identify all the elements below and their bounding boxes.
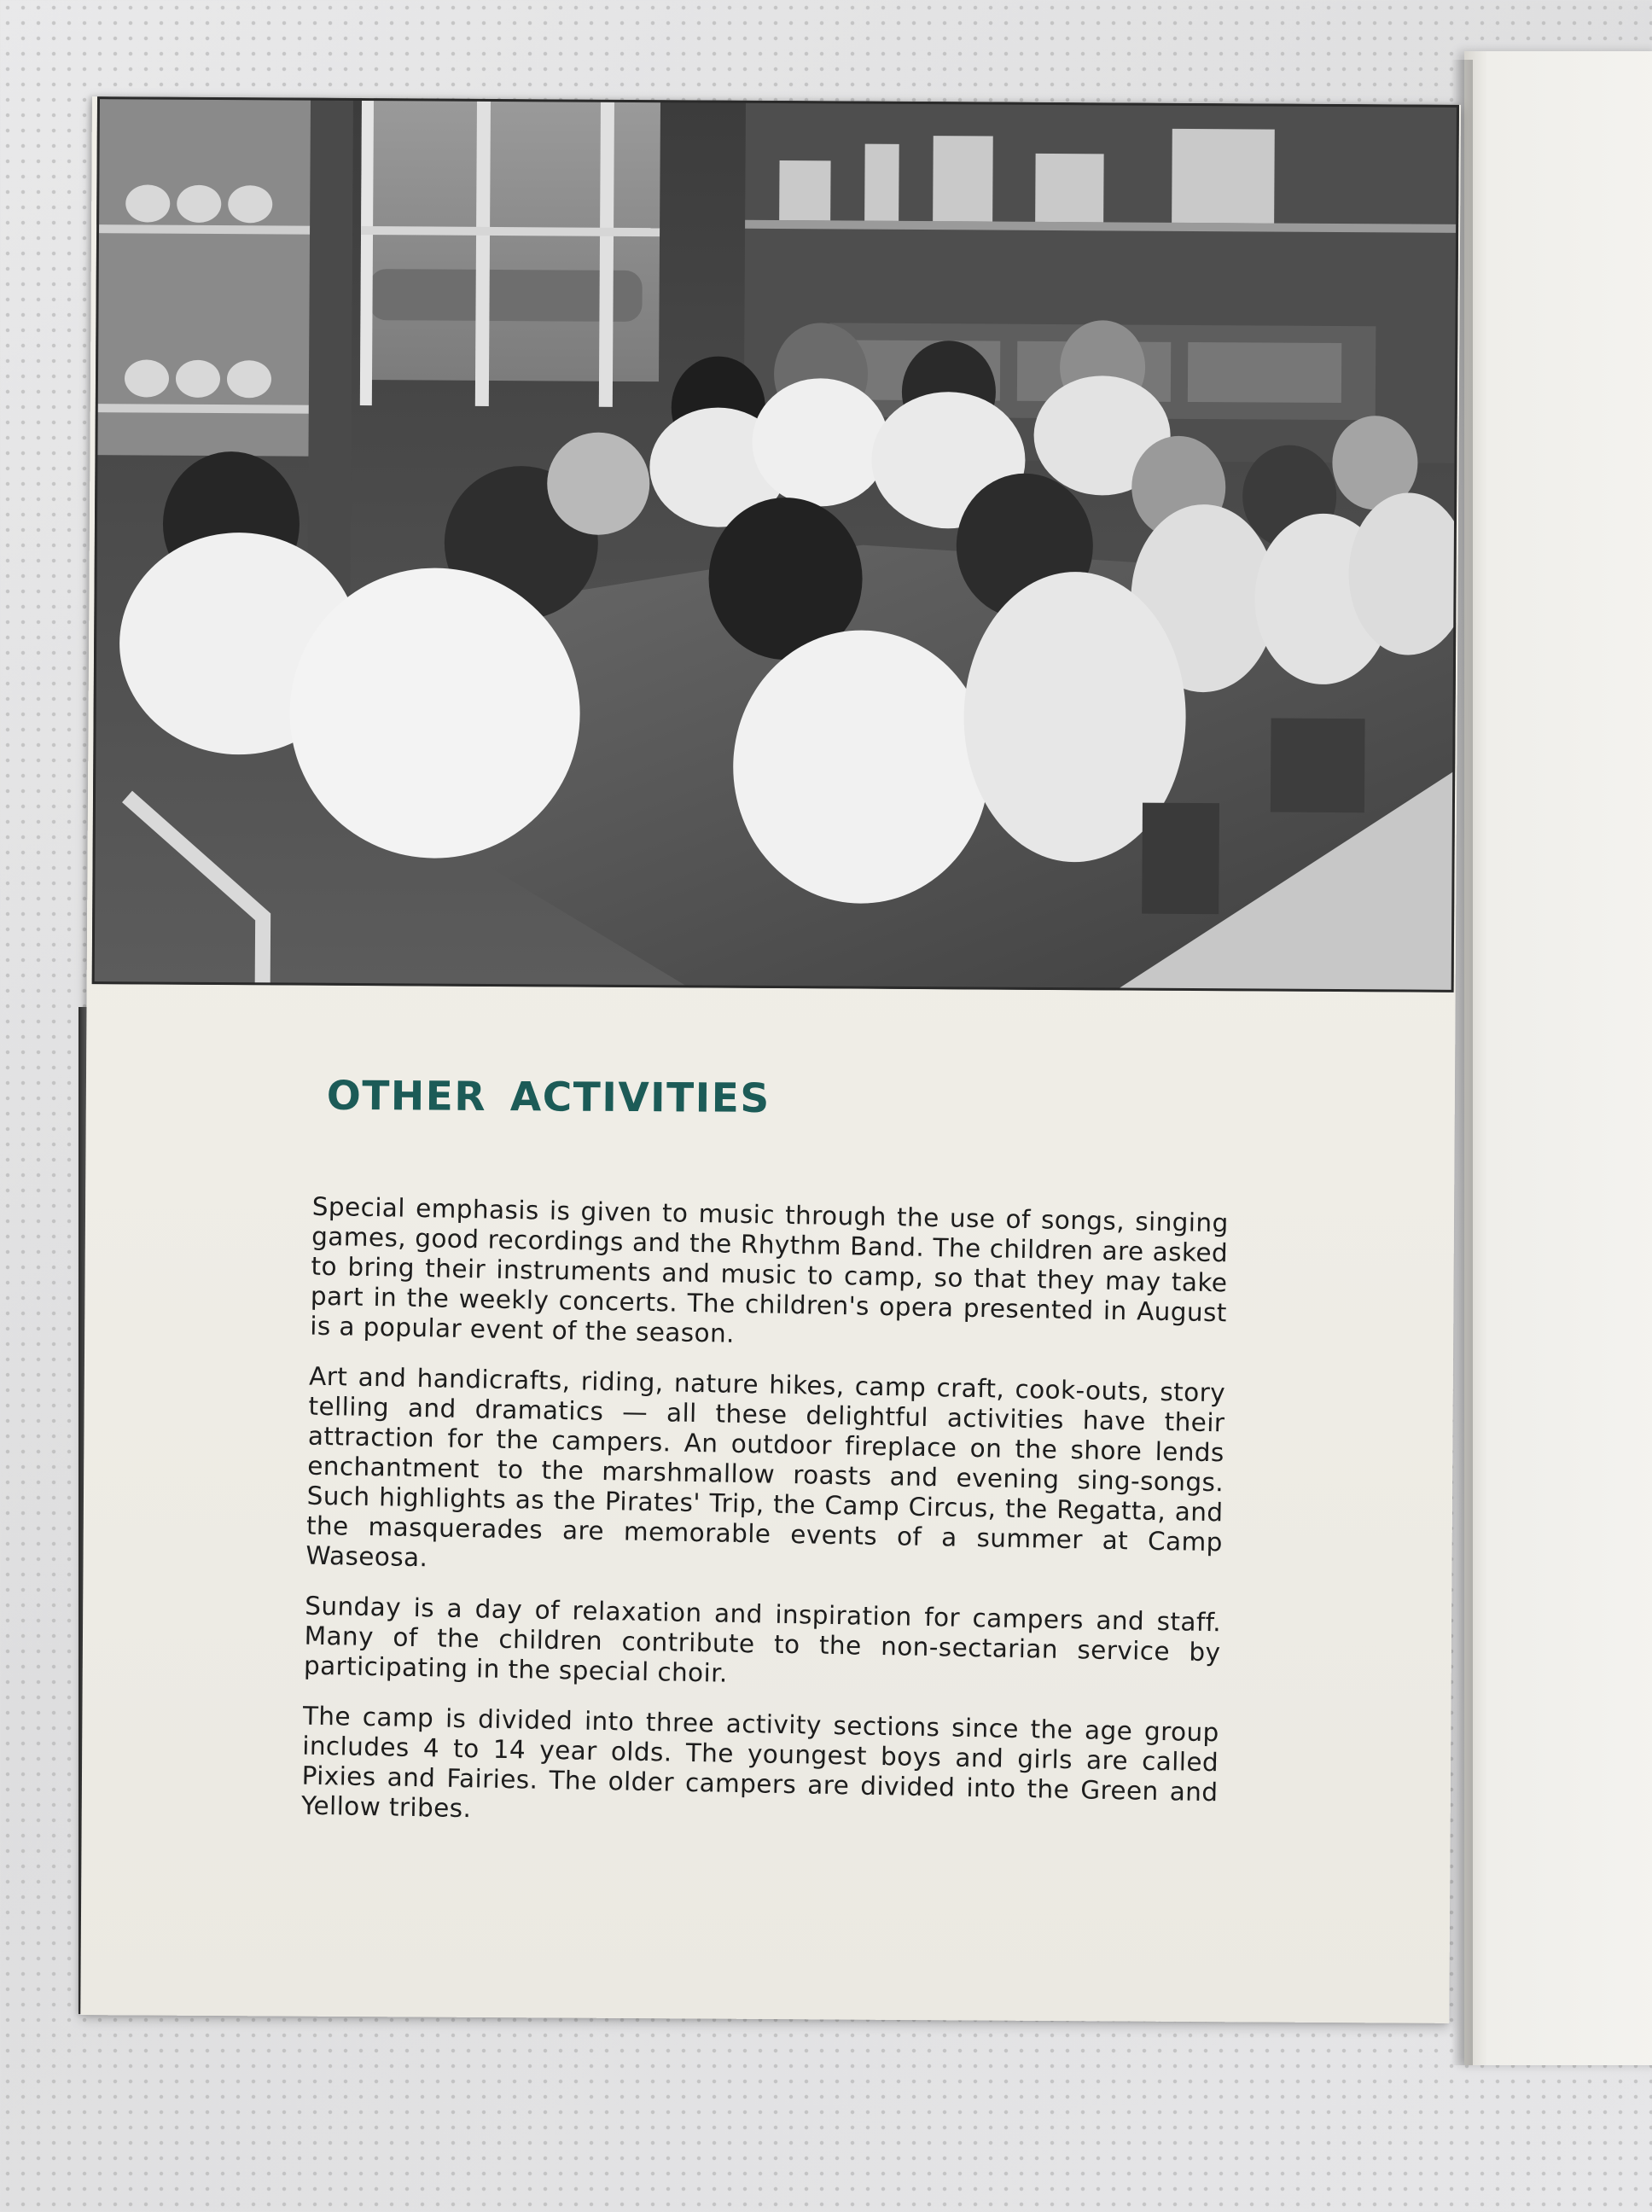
page-heading: OTHER ACTIVITIES [326, 1072, 771, 1122]
paragraph-sections: The camp is divided into three activity sections since the age group includes 4 to 14 year olds. The youngest boys and girls are called Pixies and Fairies. The older campers are divided into the Green and Yellow tribes. [300, 1701, 1220, 1824]
facing-page [1464, 51, 1652, 2065]
booklet-page [80, 96, 1461, 2023]
paragraph-sunday: Sunday is a day of relaxation and inspiration for campers and staff. Many of the children contribute to the non-sectarian service by participating in the special choir. [303, 1591, 1222, 1688]
paragraph-activities: Art and handicrafts, riding, nature hikes, camp craft, cook-outs, story telling and dramatics — all these delightful activities have their attraction for the campers. An outdoor fireplace on the shore lends enchantment to the marshmallow roasts and evening sing-songs. Such highlights as the Pirates' Trip, the Camp Circus, the Regatta, and the masquerades are memorable events of a summer at Camp Waseosa. [305, 1361, 1226, 1573]
body-text [300, 1192, 1229, 1859]
campers-crafts-photo [92, 96, 1459, 992]
paragraph-music: Special emphasis is given to music through the use of songs, singing games, good recordings and the Rhythm Band. The children are asked to bring their instruments and music to camp, so that they may take part in the weekly concerts. The children's opera presented in August is a popular event of the season. [309, 1191, 1229, 1348]
